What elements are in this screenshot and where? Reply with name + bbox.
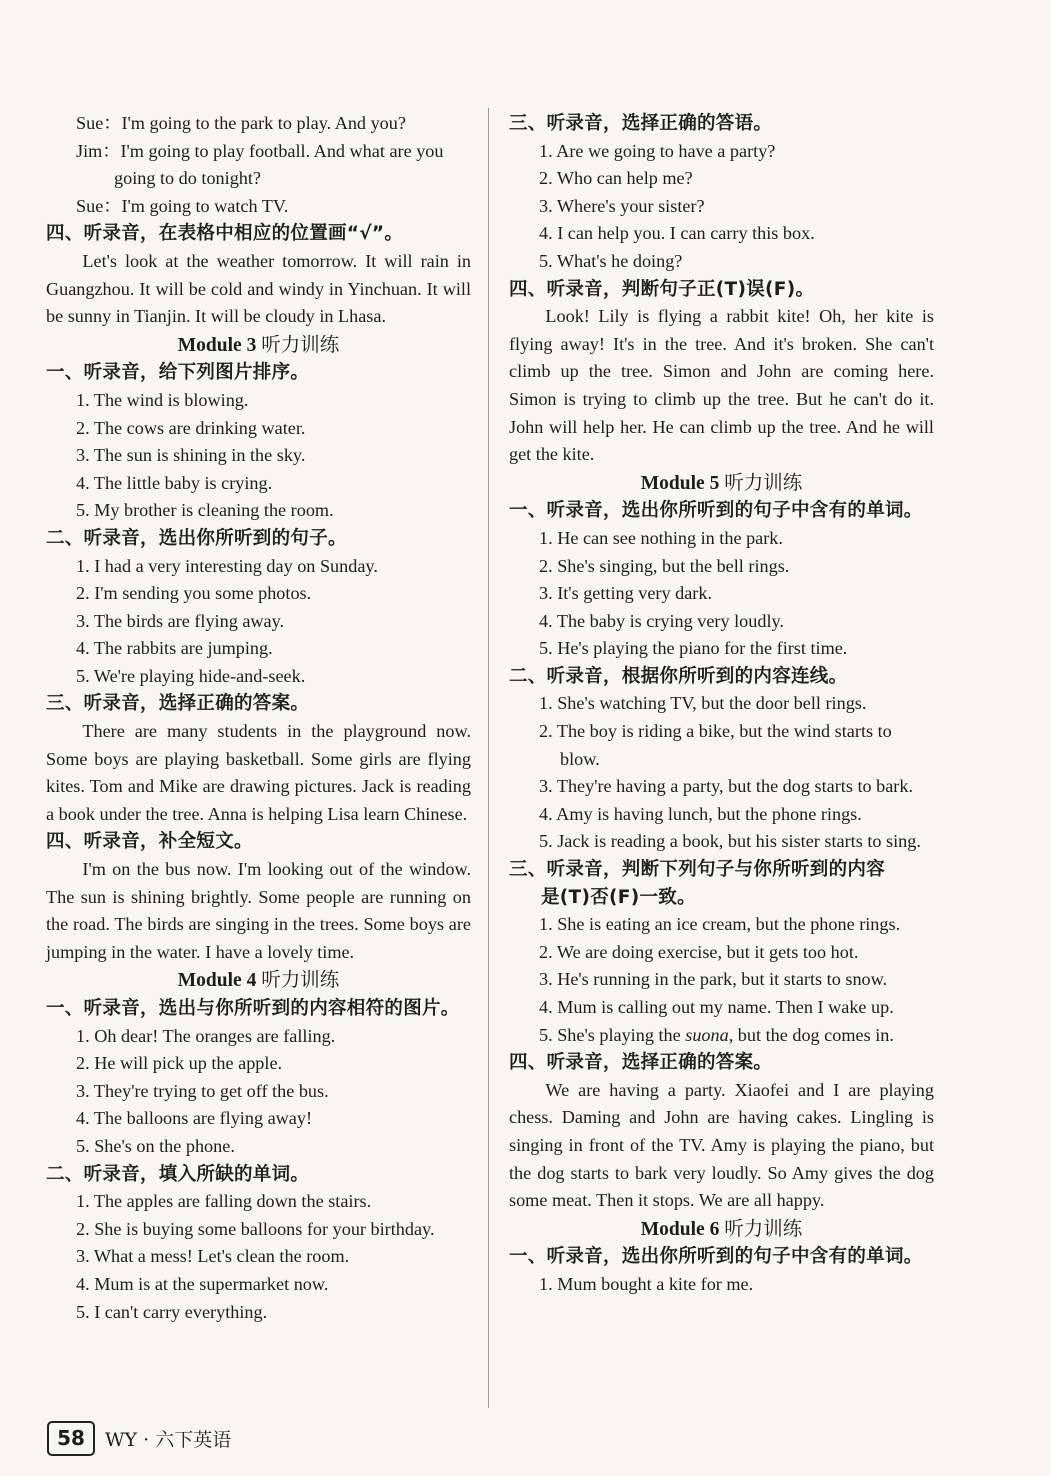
list-item: 3. They're trying to get off the bus. (76, 1080, 329, 1101)
list-item: 3. What a mess! Let's clean the room. (76, 1246, 350, 1267)
module-title (509, 1215, 934, 1244)
section-heading: 一、听录音，给下列图片排序。 (46, 362, 310, 384)
list-item: 1. Oh dear! The oranges are falling. (76, 1025, 336, 1046)
list-item: 1. Mum bought a kite for me. (539, 1273, 754, 1294)
module-title-cn: 听力训练 (724, 1216, 803, 1240)
right-column (509, 110, 934, 1299)
module-title-cn: 听力训练 (261, 968, 340, 992)
page-number: 58 (47, 1421, 95, 1456)
section-heading-continued: 是(T)否(F)一致。 (541, 886, 696, 908)
list-item: 2. He will pick up the apple. (76, 1053, 283, 1074)
dialogue-line: Sue：I'm going to the park to play. And you? (76, 113, 406, 133)
module-title-en: Module 5 (640, 472, 720, 494)
list-item: 1. The wind is blowing. (76, 389, 249, 410)
module-title-en: Module 6 (640, 1218, 720, 1240)
section-heading: 二、听录音，根据你所听到的内容连线。 (509, 665, 848, 687)
dialogue-line: Sue：I'm going to watch TV. (76, 195, 289, 216)
section-heading: 二、听录音，选出你所听到的句子。 (46, 527, 347, 549)
list-item-text: , but the dog comes in. (728, 1024, 894, 1045)
page-footer (47, 1421, 231, 1455)
section-heading: 三、听录音，选择正确的答语。 (509, 113, 773, 134)
list-item: 5. I can't carry everything. (76, 1301, 268, 1322)
section-heading: 四、听录音，在表格中相应的位置画“√”。 (46, 223, 404, 245)
section-heading: 三、听录音，判断下列句子与你所听到的内容 (509, 859, 886, 881)
list-item: 5. What's he doing? (539, 250, 683, 271)
footer-text: WY · 六下英语 (105, 1428, 232, 1451)
section-heading: 三、听录音，选择正确的答案。 (46, 693, 310, 715)
passage: There are many students in the playground now. Some boys are playing basketball. Some girls are flying kites. Tom and Mike are drawing pictures. Jack is reading a book under the tree. Anna is helping Lisa learn Chinese. (46, 721, 471, 824)
section-heading: 二、听录音，填入所缺的单词。 (46, 1163, 310, 1185)
list-item: 3. The sun is shining in the sky. (76, 445, 306, 466)
list-item: 2. The cows are drinking water. (76, 417, 306, 438)
list-item: 1. Are we going to have a party? (539, 140, 776, 161)
list-item: 4. The rabbits are jumping. (76, 638, 273, 659)
list-item-text: 5. She's playing the (539, 1024, 686, 1045)
section-heading: 一、听录音，选出你所听到的句子中含有的单词。 (509, 500, 923, 522)
module-title-en: Module 4 (177, 970, 257, 992)
list-item: 1. The apples are falling down the stairs. (76, 1191, 372, 1212)
section-heading: 四、听录音，判断句子正(T)误(F)。 (509, 278, 815, 300)
module-title-cn: 听力训练 (724, 470, 803, 494)
list-item: 4. The little baby is crying. (76, 472, 273, 493)
left-column (46, 110, 471, 1326)
list-item: 4. The balloons are flying away! (76, 1108, 313, 1129)
module-title-cn: 听力训练 (261, 332, 340, 356)
list-item: 3. It's getting very dark. (539, 583, 712, 604)
list-item: 5. She's on the phone. (76, 1135, 235, 1156)
list-item: 2. She is buying some balloons for your birthday. (76, 1218, 435, 1239)
list-item: 4. Amy is having lunch, but the phone rings. (539, 803, 862, 824)
section-heading: 一、听录音，选出你所听到的句子中含有的单词。 (509, 1246, 923, 1268)
list-item: 2. The boy is riding a bike, but the wind starts to blow. (539, 721, 892, 769)
list-item: 3. They're having a party, but the dog starts to bark. (539, 776, 914, 797)
passage: We are having a party. Xiaofei and I are playing chess. Daming and John are having cakes. Lingling is singing in front of the TV. Amy is playing the piano, but the dog starts to bark very loudly. So Amy gives the dog some meat. Then it stops. We are all happy. (509, 1079, 934, 1211)
passage: Let's look at the weather tomorrow. It will rain in Guangzhou. It will be cold and windy in Yinchuan. It will be sunny in Tianjin. It will be cloudy in Lhasa. (46, 250, 471, 327)
dialogue-line: Jim：I'm going to play football. And what are you going to do tonight? (76, 140, 444, 189)
module-title (509, 469, 934, 498)
list-item: 1. He can see nothing in the park. (539, 527, 783, 548)
list-item: 5. He's playing the piano for the first time. (539, 638, 848, 659)
list-item: 1. I had a very interesting day on Sunday. (76, 555, 378, 576)
list-item-italic: suona (685, 1024, 729, 1045)
list-item: 2. She's singing, but the bell rings. (539, 555, 790, 576)
passage: Look! Lily is flying a rabbit kite! Oh, her kite is flying away! It's in the tree. And it's broken. She can't climb up the tree. Simon and John are coming here. Simon is trying to climb up the tree. But he can't do it. John will help her. He can climb up the tree. And he will get the kite. (509, 306, 934, 465)
passage: I'm on the bus now. I'm looking out of the window. The sun is shining brightly. Some people are running on the road. The birds are singing in the trees. Some boys are jumping in the water. I have a lovely time. (46, 859, 471, 962)
list-item: 3. The birds are flying away. (76, 610, 285, 631)
list-item: 5. My brother is cleaning the room. (76, 500, 334, 521)
list-item: 4. Mum is at the supermarket now. (76, 1273, 329, 1294)
list-item: 1. She's watching TV, but the door bell rings. (539, 693, 867, 714)
list-item: 5. Jack is reading a book, but his sister starts to sing. (539, 831, 921, 852)
column-divider (488, 108, 489, 1408)
list-item: 3. He's running in the park, but it starts to snow. (539, 969, 888, 990)
list-item: 2. We are doing exercise, but it gets too hot. (539, 941, 859, 962)
list-item: 2. Who can help me? (539, 168, 693, 189)
module-title-en: Module 3 (177, 334, 257, 356)
section-heading: 四、听录音，补全短文。 (46, 831, 253, 853)
list-item: 4. I can help you. I can carry this box. (539, 223, 815, 244)
section-heading: 四、听录音，选择正确的答案。 (509, 1052, 773, 1074)
list-item: 5. We're playing hide-and-seek. (76, 665, 306, 686)
list-item: 3. Where's your sister? (539, 195, 705, 216)
list-item: 4. The baby is crying very loudly. (539, 610, 784, 631)
section-heading: 一、听录音，选出与你所听到的内容相符的图片。 (46, 998, 460, 1019)
module-title (46, 331, 471, 360)
list-item (509, 1022, 934, 1050)
module-title (46, 966, 471, 995)
list-item: 2. I'm sending you some photos. (76, 583, 312, 604)
list-item: 4. Mum is calling out my name. Then I wake up. (539, 997, 894, 1017)
list-item: 1. She is eating an ice cream, but the phone rings. (539, 914, 901, 935)
